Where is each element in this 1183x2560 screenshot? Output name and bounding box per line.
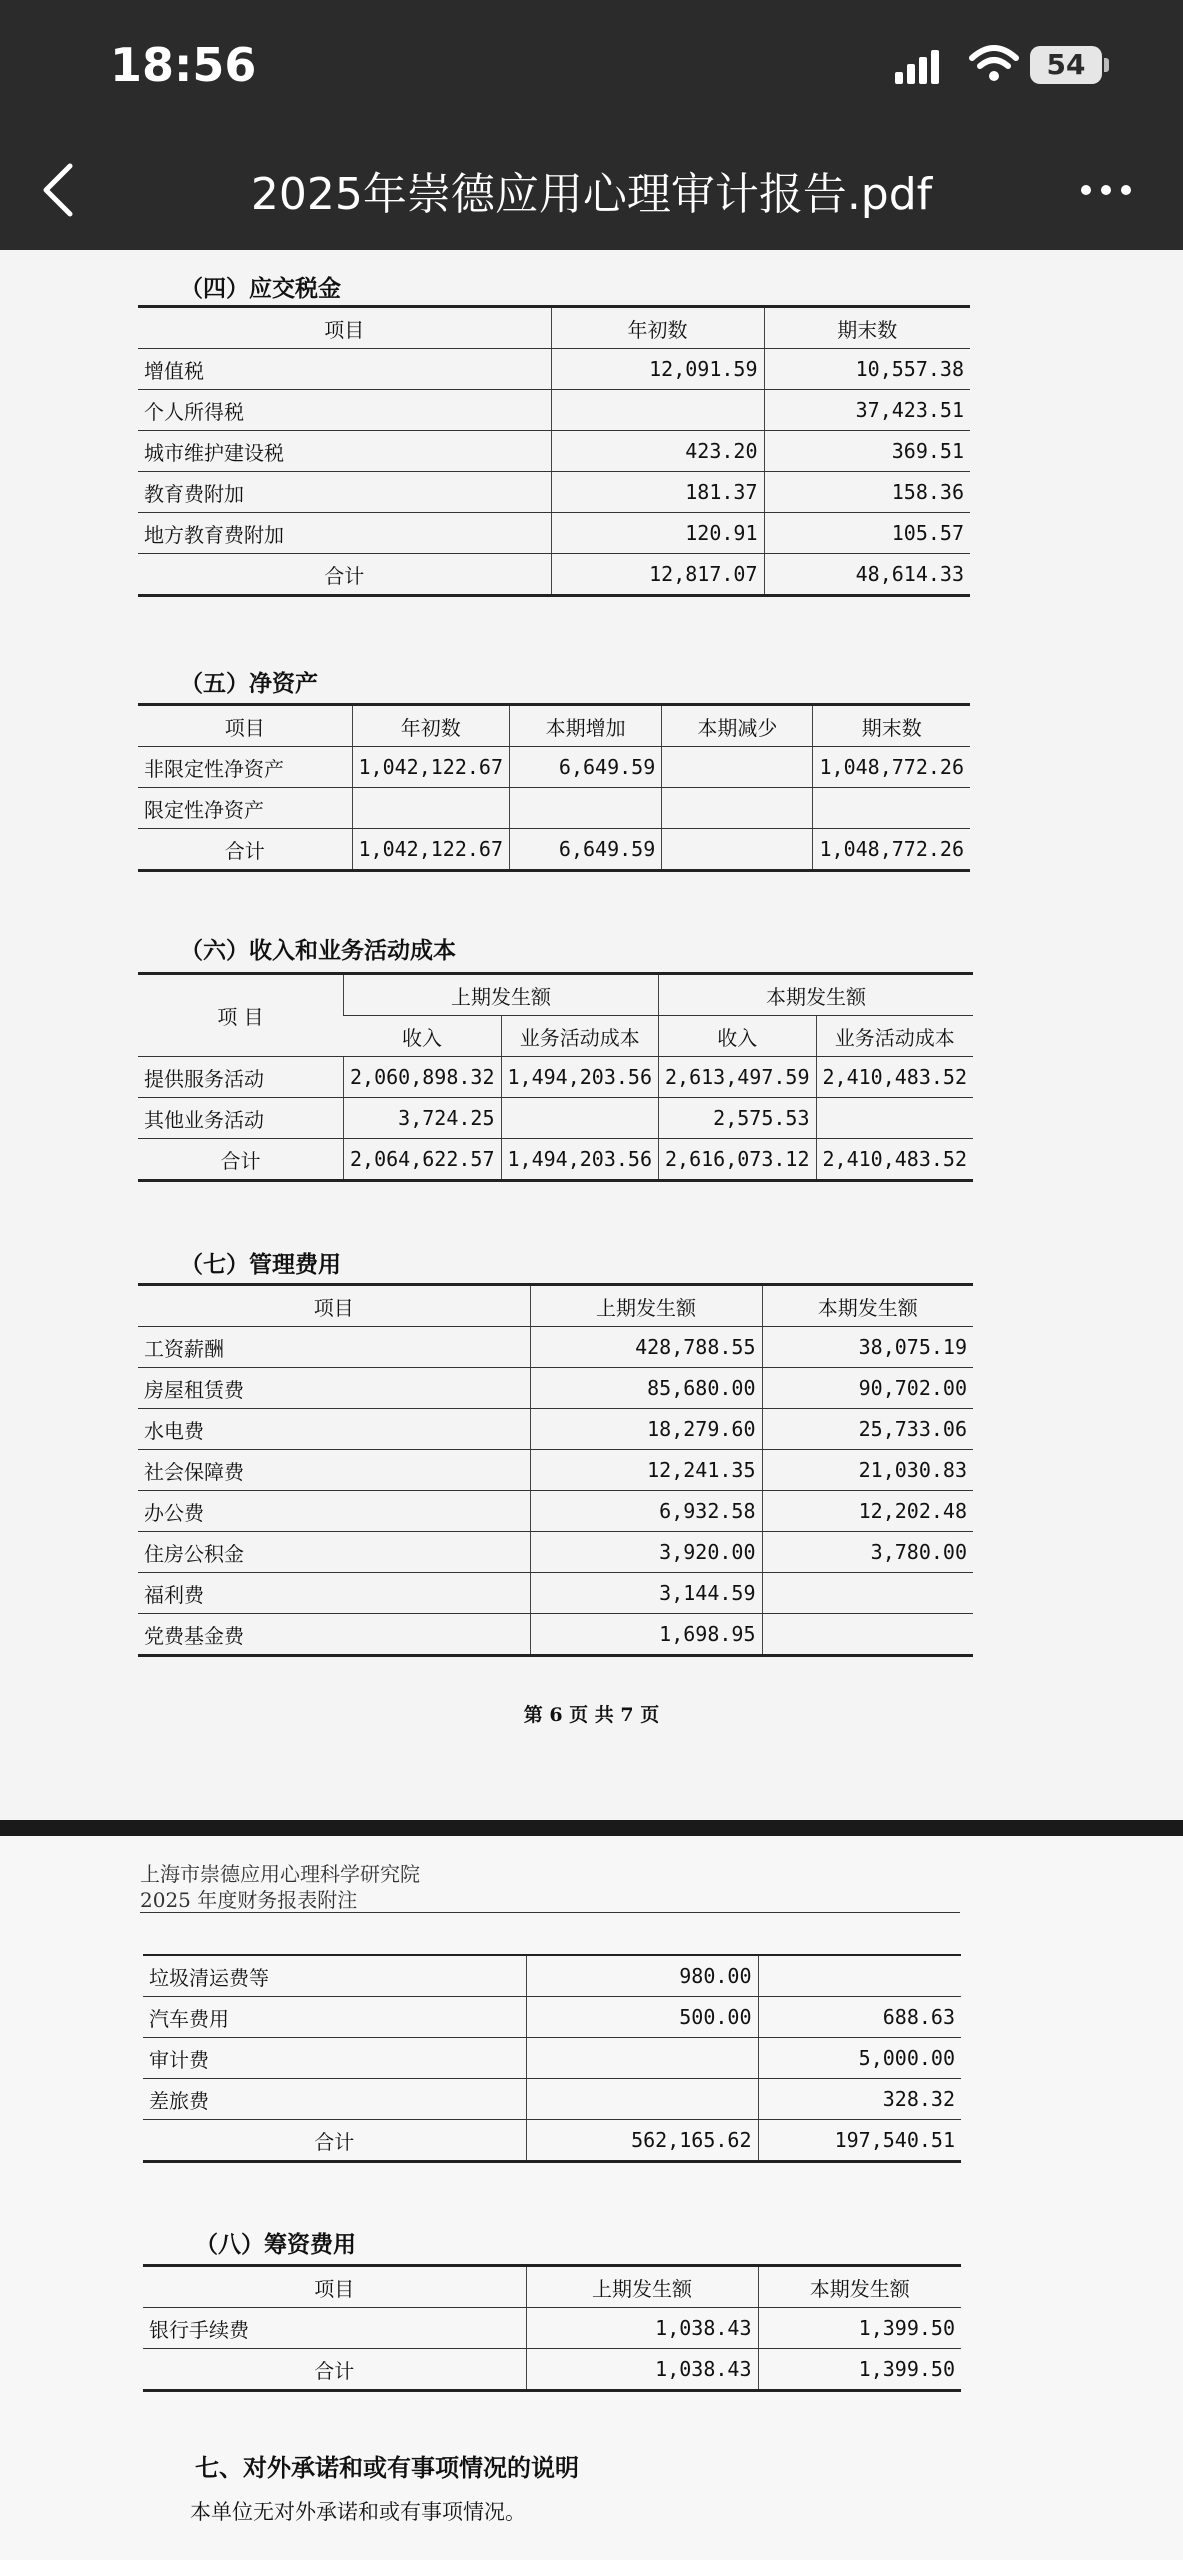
value-cell: 423.20	[551, 431, 764, 472]
table-row	[143, 1997, 961, 2038]
table-row	[138, 788, 970, 829]
more-options-icon[interactable]	[1078, 170, 1134, 210]
header-cell: 收入	[659, 1016, 817, 1057]
item-cell: 其他业务活动	[138, 1098, 344, 1139]
table-row	[138, 1491, 973, 1532]
value-cell: 48,614.33	[764, 554, 970, 596]
table-row	[143, 2038, 961, 2079]
value-cell: 12,817.07	[551, 554, 764, 596]
value-cell: 37,423.51	[764, 390, 970, 431]
value-cell: 181.37	[551, 472, 764, 513]
value-cell	[510, 788, 662, 829]
total-row	[143, 2120, 961, 2162]
item-cell: 合计	[143, 2349, 526, 2391]
value-cell: 5,000.00	[758, 2038, 961, 2079]
item-cell: 教育费附加	[138, 472, 551, 513]
income-section-title: （六）收入和业务活动成本	[180, 937, 456, 964]
value-cell: 10,557.38	[764, 349, 970, 390]
table-row	[138, 349, 970, 390]
value-cell: 12,202.48	[762, 1491, 973, 1532]
document-title: 2025年崇德应用心理审计报告.pdf	[250, 169, 933, 220]
header-cell: 本期发生额	[758, 2266, 961, 2308]
item-cell: 社会保障费	[138, 1450, 530, 1491]
value-cell: 562,165.62	[526, 2120, 758, 2162]
value-cell: 12,091.59	[551, 349, 764, 390]
value-cell: 1,042,122.67	[352, 747, 510, 788]
value-cell: 1,494,203.56	[501, 1057, 659, 1098]
value-cell: 21,030.83	[762, 1450, 973, 1491]
value-cell: 105.57	[764, 513, 970, 554]
table-row	[138, 1450, 973, 1491]
value-cell: 2,060,898.32	[344, 1057, 502, 1098]
pdf-page-6[interactable]	[0, 250, 1183, 1820]
section7-title: 七、对外承诺和或有事项情况的说明	[195, 2453, 579, 2482]
item-cell: 住房公积金	[138, 1532, 530, 1573]
table-row	[138, 431, 970, 472]
header-cell: 年初数	[551, 307, 764, 349]
value-cell	[551, 390, 764, 431]
tax-section-title: （四）应交税金	[180, 275, 341, 302]
table-row	[138, 1057, 973, 1098]
table-row	[143, 2079, 961, 2120]
header-cell: 业务活动成本	[816, 1016, 973, 1057]
mgmt-table	[138, 1283, 973, 1657]
table-row	[138, 1368, 973, 1409]
value-cell: 1,048,772.26	[813, 829, 970, 871]
item-cell: 提供服务活动	[138, 1057, 344, 1098]
table-row	[138, 1327, 973, 1368]
value-cell: 6,932.58	[530, 1491, 762, 1532]
item-cell: 福利费	[138, 1573, 530, 1614]
value-cell: 120.91	[551, 513, 764, 554]
value-cell: 38,075.19	[762, 1327, 973, 1368]
value-cell: 500.00	[526, 1997, 758, 2038]
value-cell: 369.51	[764, 431, 970, 472]
header-cell: 收入	[344, 1016, 502, 1057]
value-cell	[662, 788, 813, 829]
table-row	[138, 390, 970, 431]
value-cell: 158.36	[764, 472, 970, 513]
total-row	[143, 2349, 961, 2391]
value-cell	[662, 747, 813, 788]
cellular-signal-icon	[895, 50, 939, 84]
value-cell: 1,698.95	[530, 1614, 762, 1656]
table-row	[138, 1098, 973, 1139]
header-cell: 上期发生额	[530, 1285, 762, 1327]
value-cell: 25,733.06	[762, 1409, 973, 1450]
page-number-footer: 第 6 页 共 7 页	[523, 1704, 660, 1726]
header-cell: 上期发生额	[526, 2266, 758, 2308]
header-cell: 业务活动成本	[501, 1016, 659, 1057]
page-separator	[0, 1820, 1183, 1836]
table-header-row	[138, 974, 973, 1016]
header-cell: 本期发生额	[762, 1285, 973, 1327]
value-cell	[816, 1098, 973, 1139]
table-row	[138, 472, 970, 513]
item-cell: 个人所得税	[138, 390, 551, 431]
income-table	[138, 972, 973, 1182]
total-row	[138, 1139, 973, 1181]
item-cell: 审计费	[143, 2038, 526, 2079]
value-cell: 980.00	[526, 1955, 758, 1997]
value-cell: 3,144.59	[530, 1573, 762, 1614]
value-cell: 18,279.60	[530, 1409, 762, 1450]
header-cell: 项目	[138, 1285, 530, 1327]
value-cell: 428,788.55	[530, 1327, 762, 1368]
total-row	[138, 829, 970, 871]
table-header-row	[138, 1285, 973, 1327]
net-assets-section-title: （五）净资产	[180, 670, 318, 697]
header-cell: 本期增加	[510, 705, 662, 747]
tax-table	[138, 305, 970, 597]
value-cell: 2,613,497.59	[659, 1057, 817, 1098]
value-cell: 1,399.50	[758, 2349, 961, 2391]
header-cell: 项目	[138, 705, 352, 747]
header-cell: 项目	[143, 2266, 526, 2308]
status-time: 18:56	[110, 38, 257, 92]
pdf-page-7[interactable]	[0, 1836, 1183, 2560]
table-row	[138, 1409, 973, 1450]
value-cell: 2,616,073.12	[659, 1139, 817, 1181]
value-cell	[813, 788, 970, 829]
value-cell: 3,780.00	[762, 1532, 973, 1573]
battery-icon: 54	[1030, 46, 1102, 84]
item-cell: 合计	[138, 554, 551, 596]
item-cell: 合计	[138, 1139, 344, 1181]
header-cell: 年初数	[352, 705, 510, 747]
section7-text: 本单位无对外承诺和或有事项情况。	[190, 2500, 526, 2524]
table-header-row	[143, 2266, 961, 2308]
table-row	[138, 1532, 973, 1573]
item-cell: 限定性净资产	[138, 788, 352, 829]
value-cell: 6,649.59	[510, 829, 662, 871]
header-cell: 期末数	[764, 307, 970, 349]
header-cell: 项 目	[138, 974, 344, 1057]
value-cell: 3,920.00	[530, 1532, 762, 1573]
header-cell: 期末数	[813, 705, 970, 747]
item-cell: 差旅费	[143, 2079, 526, 2120]
item-cell: 党费基金费	[138, 1614, 530, 1656]
battery-tip	[1104, 58, 1109, 72]
value-cell	[352, 788, 510, 829]
org-name-header: 上海市崇德应用心理科学研究院	[140, 1862, 420, 1886]
header-cell: 上期发生额	[344, 974, 659, 1016]
header-cell: 项目	[138, 307, 551, 349]
header-rule	[140, 1912, 960, 1913]
value-cell	[762, 1614, 973, 1656]
report-subtitle-header: 2025 年度财务报表附注	[140, 1888, 358, 1912]
value-cell: 1,048,772.26	[813, 747, 970, 788]
value-cell: 90,702.00	[762, 1368, 973, 1409]
item-cell: 汽车费用	[143, 1997, 526, 2038]
value-cell: 1,399.50	[758, 2308, 961, 2349]
value-cell	[662, 829, 813, 871]
table-row	[138, 747, 970, 788]
value-cell: 85,680.00	[530, 1368, 762, 1409]
value-cell: 2,410,483.52	[816, 1057, 973, 1098]
table-row	[143, 1955, 961, 1997]
value-cell: 1,038.43	[526, 2349, 758, 2391]
value-cell: 6,649.59	[510, 747, 662, 788]
finance-table	[143, 2264, 961, 2392]
item-cell: 增值税	[138, 349, 551, 390]
value-cell	[758, 1955, 961, 1997]
value-cell	[762, 1573, 973, 1614]
item-cell: 办公费	[138, 1491, 530, 1532]
total-row	[138, 554, 970, 596]
item-cell: 合计	[138, 829, 352, 871]
header-cell: 本期发生额	[659, 974, 974, 1016]
table-header-row	[138, 705, 970, 747]
table-row	[138, 513, 970, 554]
value-cell: 1,042,122.67	[352, 829, 510, 871]
wifi-icon	[968, 44, 1020, 84]
mgmt-table-continued	[143, 1954, 961, 2163]
value-cell: 2,575.53	[659, 1098, 817, 1139]
value-cell	[526, 2079, 758, 2120]
item-cell: 垃圾清运费等	[143, 1955, 526, 1997]
value-cell: 1,494,203.56	[501, 1139, 659, 1181]
item-cell: 非限定性净资产	[138, 747, 352, 788]
finance-section-title: （八）筹资费用	[195, 2231, 356, 2258]
item-cell: 水电费	[138, 1409, 530, 1450]
value-cell	[526, 2038, 758, 2079]
value-cell	[501, 1098, 659, 1139]
value-cell: 328.32	[758, 2079, 961, 2120]
net-assets-table	[138, 703, 970, 872]
table-row	[138, 1573, 973, 1614]
item-cell: 房屋租赁费	[138, 1368, 530, 1409]
top-bar	[0, 0, 1183, 250]
value-cell: 3,724.25	[344, 1098, 502, 1139]
item-cell: 工资薪酬	[138, 1327, 530, 1368]
item-cell: 合计	[143, 2120, 526, 2162]
table-header-row	[138, 307, 970, 349]
table-row	[143, 2308, 961, 2349]
value-cell: 197,540.51	[758, 2120, 961, 2162]
item-cell: 城市维护建设税	[138, 431, 551, 472]
mgmt-section-title: （七）管理费用	[180, 1251, 341, 1278]
value-cell: 1,038.43	[526, 2308, 758, 2349]
value-cell: 2,064,622.57	[344, 1139, 502, 1181]
value-cell: 2,410,483.52	[816, 1139, 973, 1181]
table-row	[138, 1614, 973, 1656]
value-cell: 12,241.35	[530, 1450, 762, 1491]
item-cell: 地方教育费附加	[138, 513, 551, 554]
value-cell: 688.63	[758, 1997, 961, 2038]
item-cell: 银行手续费	[143, 2308, 526, 2349]
header-cell: 本期减少	[662, 705, 813, 747]
